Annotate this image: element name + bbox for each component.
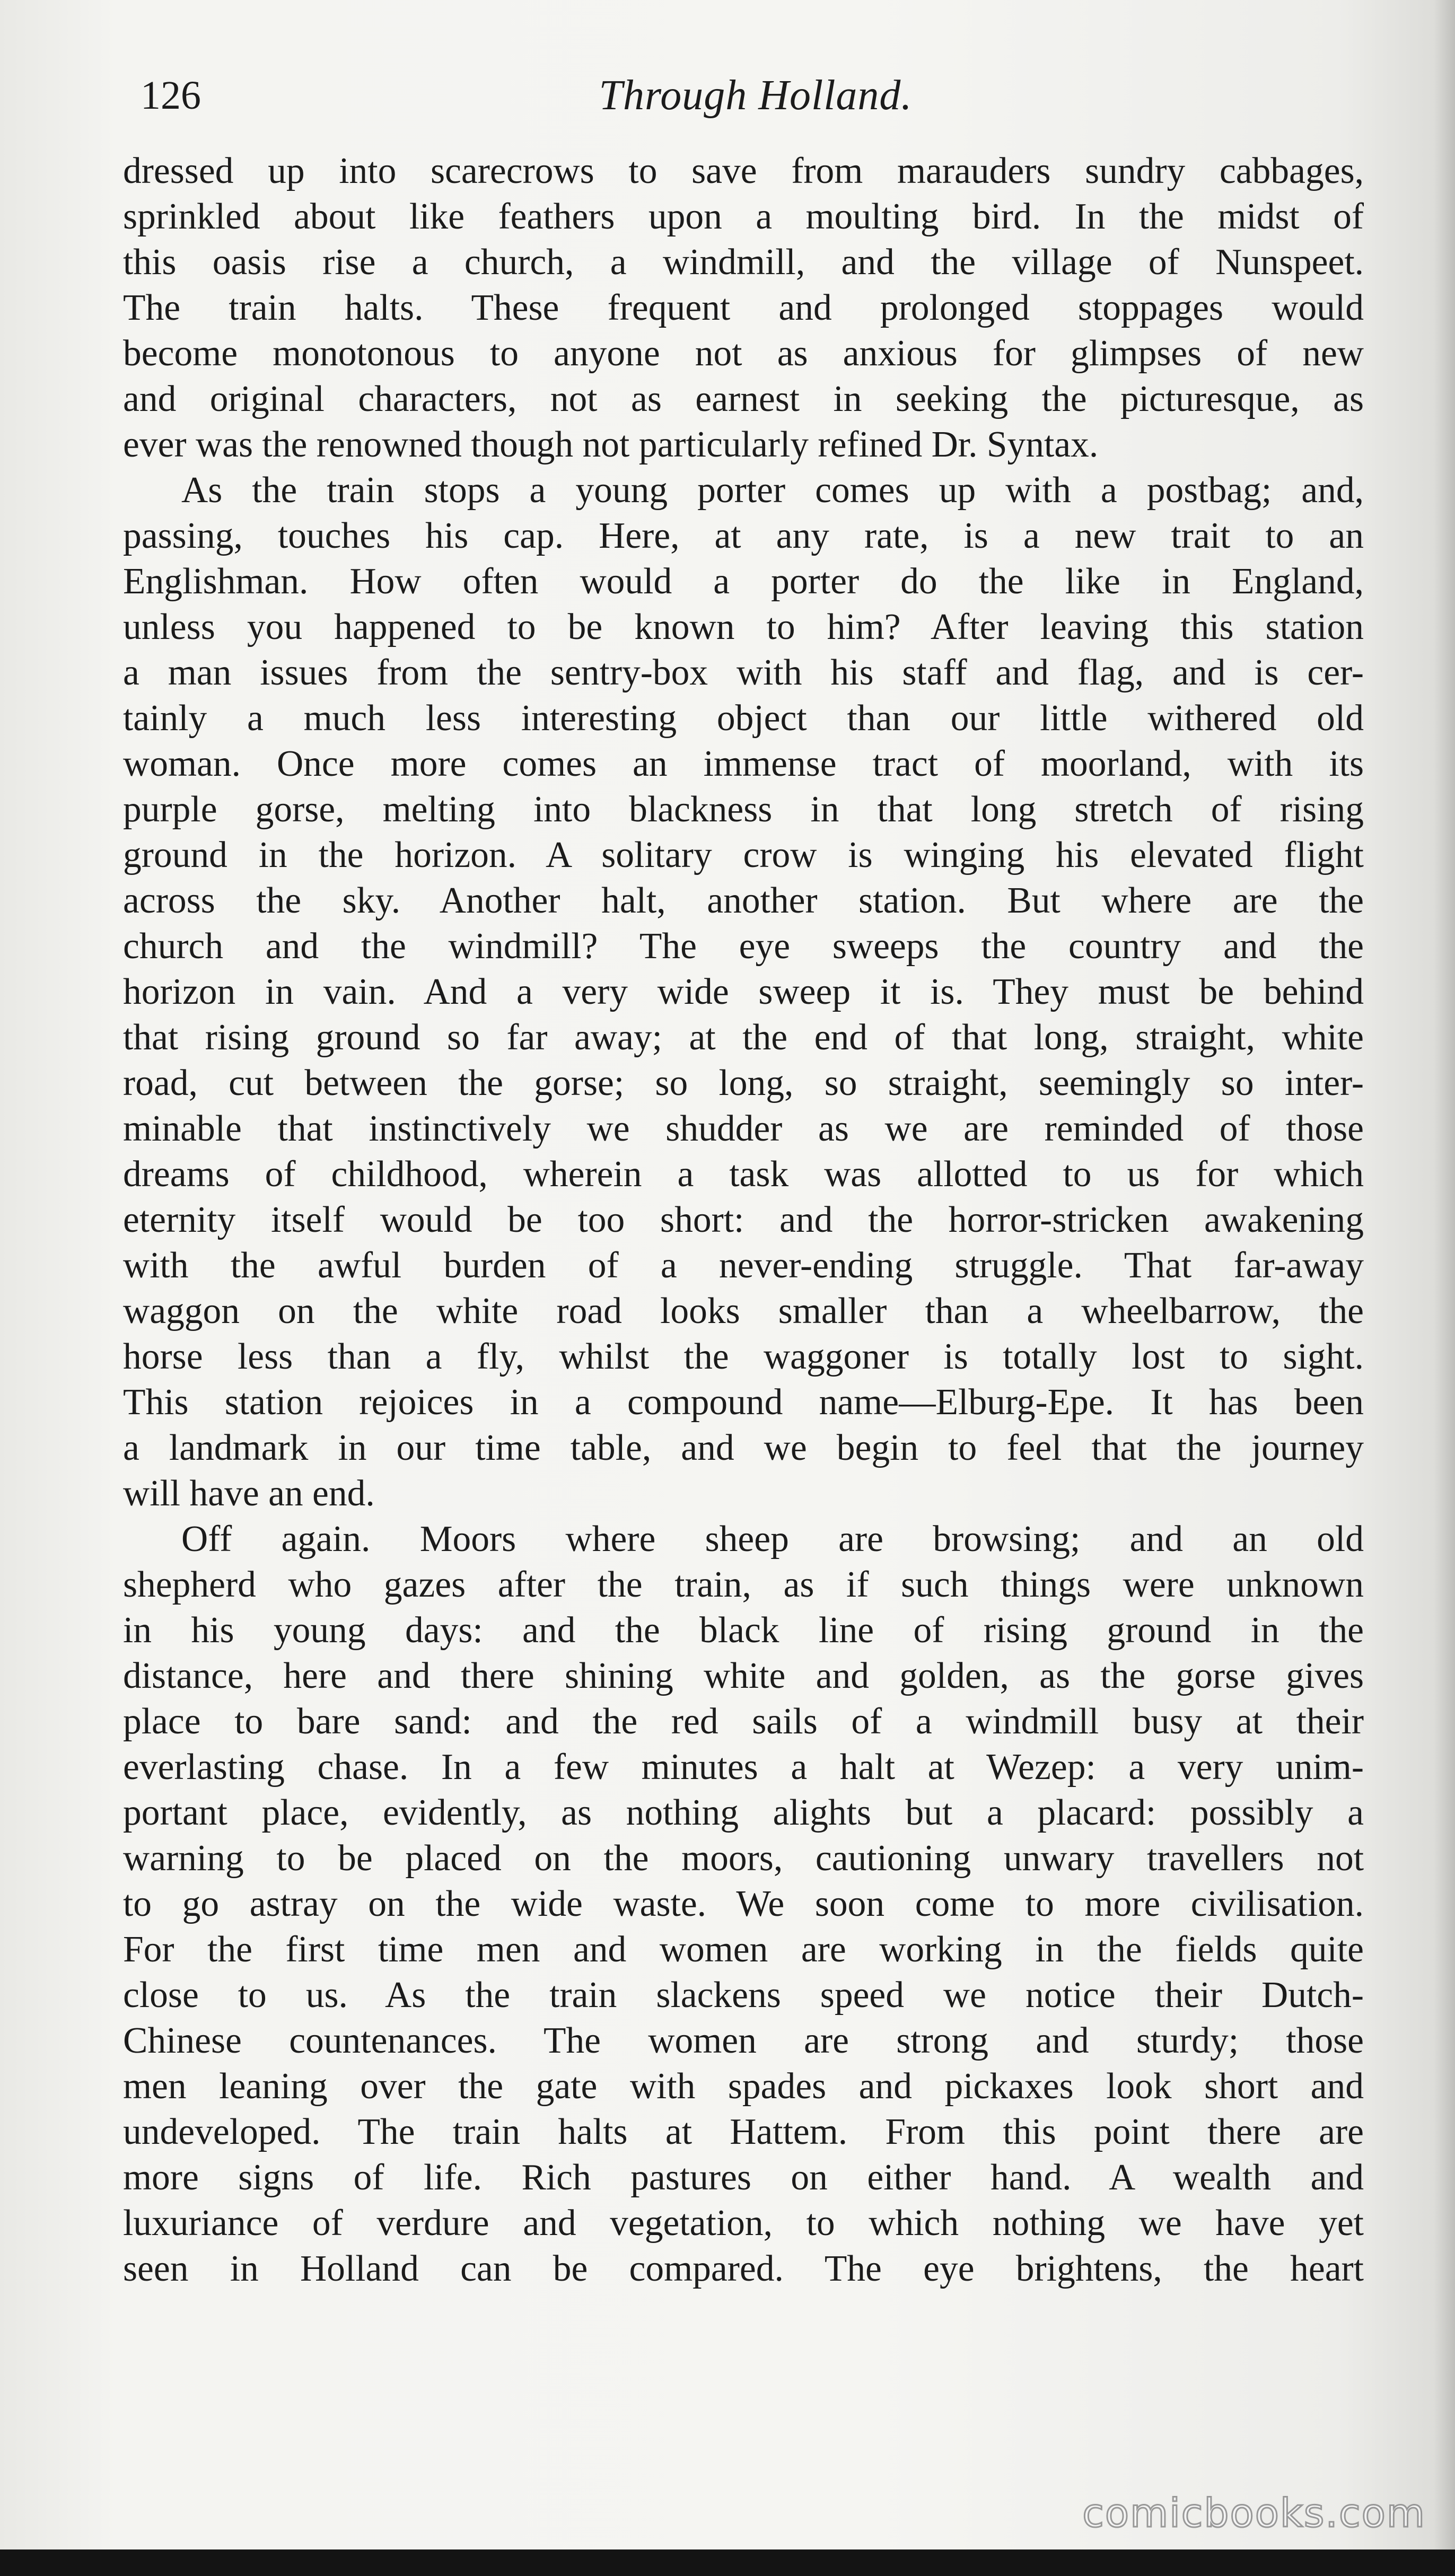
- text-line: will have an end.: [123, 1473, 375, 1514]
- text-line: that rising ground so far away; at the end of that long, straight, white: [123, 1017, 1364, 1058]
- text-line: dreams of childhood, wherein a task was allotted to us for which: [123, 1154, 1364, 1195]
- text-line: eternity itself would be too short: and the horror-stricken awakening: [123, 1199, 1364, 1240]
- watermark: comicbooks.com: [1082, 2491, 1426, 2536]
- scan-bottom-edge: [0, 2549, 1455, 2576]
- text-line: ground in the horizon. A solitary crow is winging his elevated flight: [123, 835, 1364, 875]
- text-line: road, cut between the gorse; so long, so straight, seemingly so inter-: [123, 1063, 1364, 1103]
- body-text: [123, 148, 1364, 2292]
- text-line: place to bare sand: and the red sails of a windmill busy at their: [123, 1701, 1364, 1742]
- text-line: warning to be placed on the moors, cautioning unwary travellers not: [123, 1838, 1364, 1879]
- text-line: everlasting chase. In a few minutes a halt at Wezep: a very unim-: [123, 1747, 1364, 1788]
- text-line: The train halts. These frequent and prolonged stoppages would: [123, 287, 1364, 328]
- text-line: sprinkled about like feathers upon a moulting bird. In the midst of: [123, 196, 1364, 237]
- text-line: with the awful burden of a never-ending struggle. That far-away: [123, 1245, 1364, 1286]
- paragraph-start-line: Off again. Moors where sheep are browsing; and an old: [181, 1519, 1364, 1559]
- text-line: This station rejoices in a compound name—Elburg-Epe. It has been: [123, 1382, 1364, 1423]
- text-line: portant place, evidently, as nothing alights but a placard: possibly a: [123, 1792, 1364, 1833]
- text-line: a landmark in our time table, and we begin to feel that the journey: [123, 1427, 1364, 1468]
- text-line: ever was the renowned though not particularly refined Dr. Syntax.: [123, 424, 1099, 465]
- text-line: close to us. As the train slackens speed we notice their Dutch-: [123, 1975, 1364, 2016]
- text-line: woman. Once more comes an immense tract of moorland, with its: [123, 743, 1364, 784]
- page-edge-shadow: [1434, 0, 1455, 2576]
- running-title: Through Holland.: [599, 72, 913, 119]
- text-line: For the first time men and women are working in the fields quite: [123, 1929, 1364, 1970]
- text-line: horse less than a fly, whilst the waggoner is totally lost to sight.: [123, 1336, 1364, 1377]
- text-line: undeveloped. The train halts at Hattem. From this point there are: [123, 2111, 1364, 2152]
- text-line: Chinese countenances. The women are strong and sturdy; those: [123, 2020, 1364, 2061]
- text-line: tainly a much less interesting object than our little withered old: [123, 698, 1364, 739]
- text-line: horizon in vain. And a very wide sweep it is. They must be behind: [123, 971, 1364, 1012]
- text-line: unless you happened to be known to him? After leaving this station: [123, 607, 1364, 647]
- text-line: to go astray on the wide waste. We soon come to more civilisation.: [123, 1883, 1364, 1924]
- text-line: across the sky. Another halt, another station. But where are the: [123, 880, 1364, 921]
- text-line: purple gorse, melting into blackness in that long stretch of rising: [123, 789, 1364, 830]
- text-line: seen in Holland can be compared. The eye brightens, the heart: [123, 2248, 1364, 2289]
- text-line: men leaning over the gate with spades and pickaxes look short and: [123, 2066, 1364, 2107]
- page-header: [141, 66, 1371, 125]
- text-line: luxuriance of verdure and vegetation, to which nothing we have yet: [123, 2203, 1364, 2244]
- page-number: 126: [141, 73, 201, 118]
- text-line: in his young days: and the black line of rising ground in the: [123, 1610, 1364, 1651]
- text-line: church and the windmill? The eye sweeps the country and the: [123, 926, 1364, 967]
- paragraph-start-line: As the train stops a young porter comes up with a postbag; and,: [181, 470, 1364, 511]
- text-line: shepherd who gazes after the train, as if such things were unknown: [123, 1564, 1364, 1605]
- text-line: Englishman. How often would a porter do the like in England,: [123, 561, 1364, 602]
- text-line: and original characters, not as earnest in seeking the picturesque, as: [123, 379, 1364, 419]
- text-line: more signs of life. Rich pastures on either hand. A wealth and: [123, 2157, 1364, 2198]
- text-line: distance, here and there shining white and golden, as the gorse gives: [123, 1655, 1364, 1696]
- text-line: dressed up into scarecrows to save from marauders sundry cabbages,: [123, 151, 1364, 191]
- text-line: this oasis rise a church, a windmill, and the village of Nunspeet.: [123, 242, 1364, 283]
- text-line: a man issues from the sentry-box with his staff and flag, and is cer-: [123, 652, 1364, 693]
- text-line: passing, touches his cap. Here, at any rate, is a new trait to an: [123, 515, 1364, 556]
- text-line: become monotonous to anyone not as anxious for glimpses of new: [123, 333, 1364, 374]
- text-line: waggon on the white road looks smaller than a wheelbarrow, the: [123, 1291, 1364, 1331]
- text-line: minable that instinctively we shudder as we are reminded of those: [123, 1108, 1364, 1149]
